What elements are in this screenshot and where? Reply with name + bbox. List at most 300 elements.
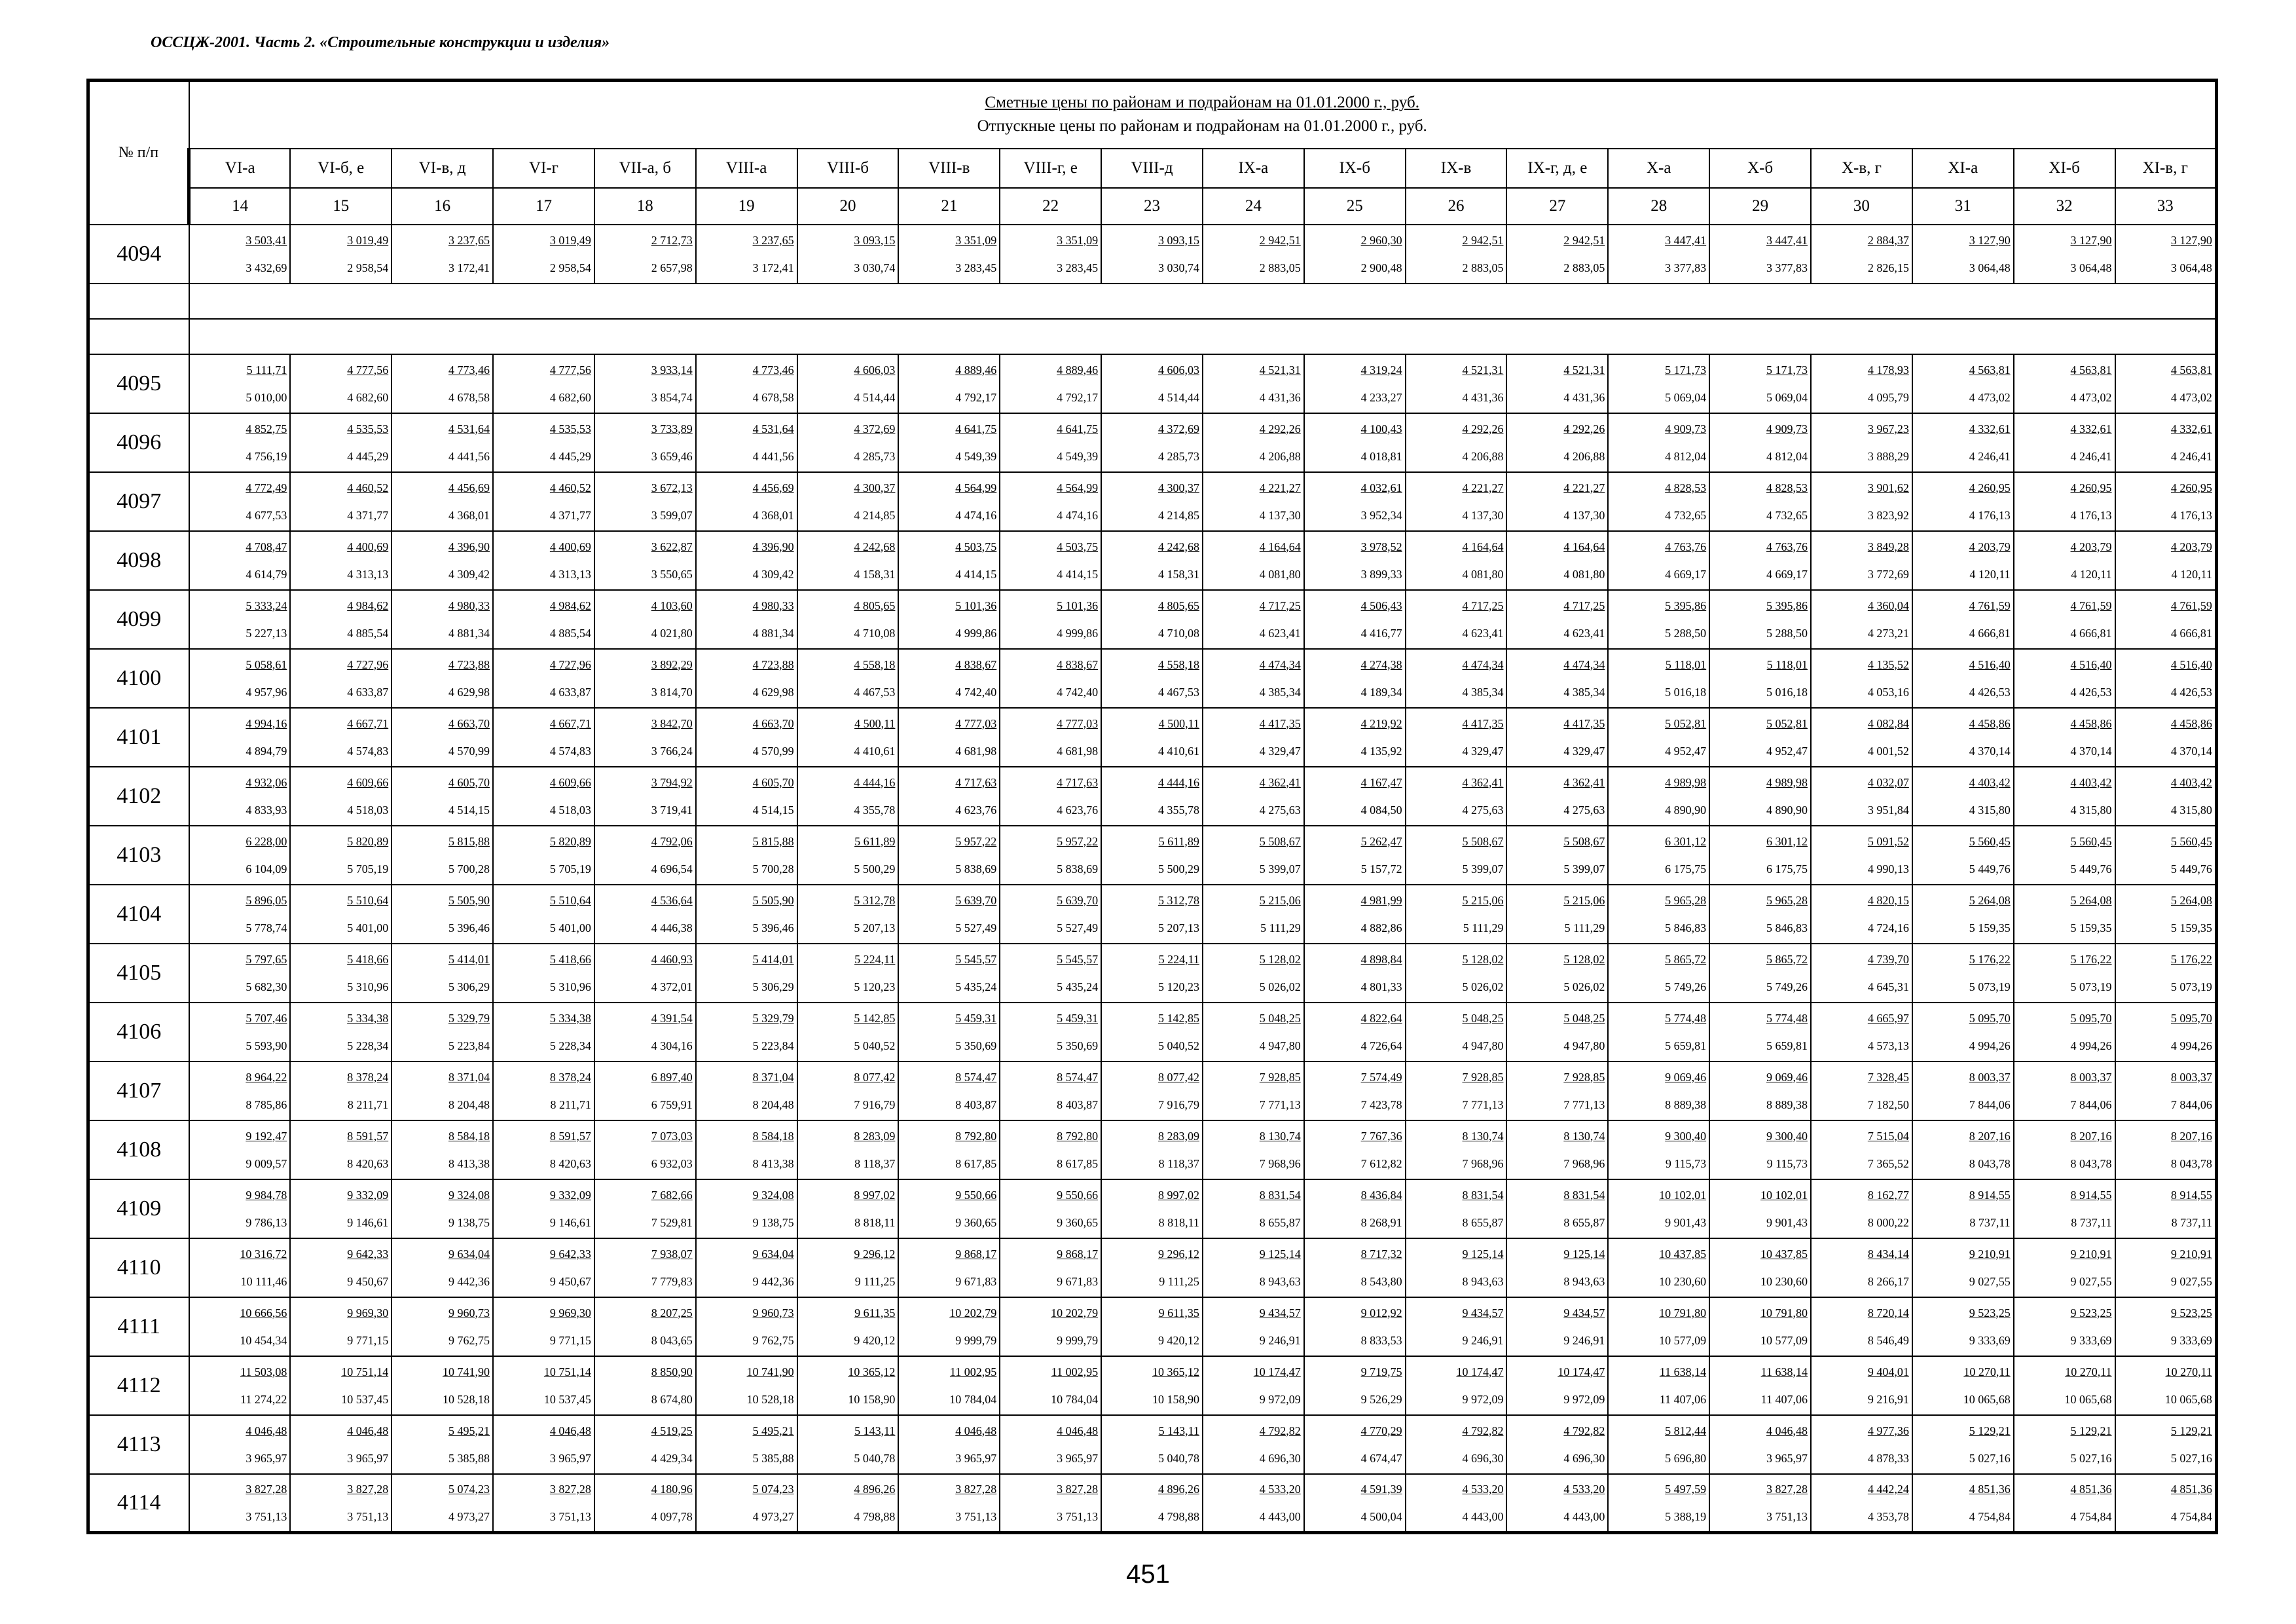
- empty-row: [88, 284, 2217, 319]
- price-cell: [1101, 767, 1203, 826]
- release-price: 8 413,38: [752, 1156, 794, 1170]
- release-price: 4 629,98: [752, 685, 794, 699]
- estimate-price: 10 174,47: [1456, 1365, 1504, 1378]
- release-price: 9 972,09: [1259, 1392, 1301, 1406]
- row-number: 4098: [88, 531, 189, 590]
- estimate-price: 4 332,61: [2170, 422, 2212, 435]
- estimate-price: 4 417,35: [1462, 716, 1504, 730]
- price-cell: [392, 767, 493, 826]
- price-cell: [1608, 1120, 1709, 1179]
- price-cell: [392, 649, 493, 708]
- release-price: 5 449,76: [2170, 862, 2212, 876]
- release-price: 4 798,88: [854, 1509, 896, 1523]
- estimate-price: 5 418,66: [347, 952, 389, 966]
- estimate-price: 5 545,57: [955, 952, 997, 966]
- price-cell: [696, 885, 797, 944]
- price-cell: [594, 1356, 696, 1415]
- price-cell: [493, 1356, 594, 1415]
- release-price: 4 431,36: [1563, 390, 1605, 404]
- price-cell: [392, 1003, 493, 1061]
- price-cell: [1506, 413, 1608, 472]
- estimate-price: 8 720,14: [1867, 1306, 1909, 1320]
- price-cell: [797, 649, 899, 708]
- release-price: 4 881,34: [752, 626, 794, 640]
- caption-estimate-line: Сметные цены по районам и подрайонам на 01.01.2000 г., руб.: [985, 94, 1419, 112]
- estimate-price: 5 052,81: [1766, 716, 1808, 730]
- price-cell: [696, 472, 797, 531]
- price-cell: [1506, 1356, 1608, 1415]
- price-cell: [2115, 885, 2217, 944]
- estimate-price: 4 396,90: [752, 540, 794, 553]
- release-price: 4 176,13: [2170, 508, 2212, 522]
- price-cell: [189, 649, 291, 708]
- estimate-price: 8 207,25: [651, 1306, 693, 1320]
- price-cell: [797, 1297, 899, 1356]
- estimate-price: 3 933,14: [651, 363, 693, 377]
- release-price: 3 064,48: [2170, 261, 2212, 274]
- price-cell: [1406, 413, 1507, 472]
- release-price: 4 329,47: [1563, 744, 1605, 758]
- district-header: IX-а: [1203, 149, 1304, 188]
- release-price: 4 669,17: [1766, 567, 1808, 581]
- price-cell: [594, 472, 696, 531]
- price-cell: [1709, 472, 1811, 531]
- release-price: 4 018,81: [1360, 449, 1402, 463]
- estimate-price: 9 324,08: [752, 1188, 794, 1202]
- estimate-price: 8 434,14: [1867, 1247, 1909, 1261]
- price-cell: [1709, 225, 1811, 284]
- release-price: 4 021,80: [651, 626, 693, 640]
- estimate-price: 11 503,08: [240, 1365, 287, 1378]
- release-price: 8 043,65: [651, 1333, 693, 1347]
- estimate-price: 10 741,90: [746, 1365, 794, 1378]
- estimate-price: 4 458,86: [2070, 716, 2112, 730]
- estimate-price: 9 642,33: [347, 1247, 389, 1261]
- release-price: 9 671,83: [1057, 1274, 1099, 1288]
- price-cell: [1912, 649, 2014, 708]
- release-price: 4 233,27: [1360, 390, 1402, 404]
- release-price: 3 283,45: [955, 261, 997, 274]
- price-cell: [392, 413, 493, 472]
- release-price: 5 838,69: [955, 862, 997, 876]
- price-cell: [1304, 472, 1406, 531]
- price-cell: [1709, 708, 1811, 767]
- price-cell: [1912, 1120, 2014, 1179]
- release-price: 5 026,02: [1563, 980, 1605, 993]
- price-cell: [594, 944, 696, 1003]
- estimate-price: 7 515,04: [1867, 1129, 1909, 1143]
- release-price: 3 030,74: [854, 261, 896, 274]
- release-price: 4 329,47: [1259, 744, 1301, 758]
- price-cell: [493, 1179, 594, 1238]
- estimate-price: 4 400,69: [347, 540, 389, 553]
- price-cell: [1912, 1238, 2014, 1297]
- price-cell: [696, 1356, 797, 1415]
- price-cell: [696, 1415, 797, 1474]
- price-cell: [1811, 1297, 1912, 1356]
- release-price: 9 360,65: [955, 1215, 997, 1229]
- price-cell: [1912, 354, 2014, 413]
- release-price: 8 617,85: [1057, 1156, 1099, 1170]
- estimate-price: 3 827,28: [1766, 1482, 1808, 1496]
- estimate-price: 4 531,64: [448, 422, 490, 435]
- release-price: 5 306,29: [448, 980, 490, 993]
- release-price: 4 669,17: [1665, 567, 1707, 581]
- release-price: 4 833,93: [246, 803, 287, 817]
- price-cell: [1203, 590, 1304, 649]
- price-cell: [1811, 1356, 1912, 1415]
- estimate-price: 5 820,89: [549, 834, 591, 848]
- estimate-price: 3 967,23: [1867, 422, 1909, 435]
- estimate-price: 3 978,52: [1360, 540, 1402, 553]
- estimate-price: 4 605,70: [752, 775, 794, 789]
- estimate-price: 5 965,28: [1665, 893, 1707, 907]
- price-cell: [1101, 413, 1203, 472]
- estimate-price: 4 506,43: [1360, 599, 1402, 612]
- price-cell: [696, 1474, 797, 1533]
- estimate-price: 4 417,35: [1259, 716, 1301, 730]
- estimate-price: 4 203,79: [2170, 540, 2212, 553]
- price-cell: [1709, 1003, 1811, 1061]
- table-row: [88, 472, 2217, 531]
- estimate-price: 4 503,75: [1057, 540, 1099, 553]
- estimate-price: 5 418,66: [549, 952, 591, 966]
- estimate-price: 11 638,14: [1760, 1365, 1808, 1378]
- estimate-price: 9 300,40: [1665, 1129, 1707, 1143]
- release-price: 3 772,69: [1867, 567, 1909, 581]
- price-cell: [1101, 225, 1203, 284]
- table-row: [88, 1356, 2217, 1415]
- estimate-price: 4 989,98: [1766, 775, 1808, 789]
- release-price: 3 965,97: [1057, 1451, 1099, 1465]
- estimate-price: 9 296,12: [1157, 1247, 1199, 1261]
- estimate-price: 5 508,67: [1462, 834, 1504, 848]
- release-price: 9 420,12: [1157, 1333, 1199, 1347]
- estimate-price: 5 459,31: [955, 1011, 997, 1025]
- estimate-price: 3 827,28: [347, 1482, 389, 1496]
- release-price: 10 230,60: [1760, 1274, 1808, 1288]
- price-cell: [797, 1415, 899, 1474]
- column-number: 33: [2115, 188, 2217, 225]
- release-price: 9 901,43: [1766, 1215, 1808, 1229]
- release-price: 5 500,29: [854, 862, 896, 876]
- price-cell: [1912, 1356, 2014, 1415]
- price-cell: [1000, 354, 1101, 413]
- release-price: 4 473,02: [2170, 390, 2212, 404]
- release-price: 5 435,24: [1057, 980, 1099, 993]
- price-cell: [1912, 225, 2014, 284]
- estimate-price: 10 202,79: [949, 1306, 997, 1320]
- price-cell: [1101, 1297, 1203, 1356]
- release-price: 4 678,58: [752, 390, 794, 404]
- row-number: 4099: [88, 590, 189, 649]
- estimate-price: 10 316,72: [240, 1247, 287, 1261]
- estimate-price: 5 224,11: [854, 952, 896, 966]
- estimate-price: 6 897,40: [651, 1070, 693, 1084]
- price-cell: [392, 1120, 493, 1179]
- price-cell: [1406, 708, 1507, 767]
- row-number: 4104: [88, 885, 189, 944]
- price-cell: [898, 413, 1000, 472]
- estimate-price: 5 459,31: [1057, 1011, 1099, 1025]
- price-cell: [1304, 1356, 1406, 1415]
- release-price: 4 410,61: [854, 744, 896, 758]
- release-price: 2 900,48: [1360, 261, 1402, 274]
- price-cell: [594, 1120, 696, 1179]
- release-price: 9 786,13: [246, 1215, 287, 1229]
- estimate-price: 4 805,65: [854, 599, 896, 612]
- release-price: 3 952,34: [1360, 508, 1402, 522]
- estimate-price: 4 909,73: [1665, 422, 1707, 435]
- estimate-price: 4 503,75: [955, 540, 997, 553]
- release-price: 9 771,15: [549, 1333, 591, 1347]
- price-cell: [1709, 1297, 1811, 1356]
- price-cell: [189, 708, 291, 767]
- price-cell: [1912, 767, 2014, 826]
- estimate-price: 4 046,48: [1766, 1424, 1808, 1437]
- release-price: 5 396,46: [448, 921, 490, 934]
- price-cell: [392, 826, 493, 885]
- estimate-price: 4 609,66: [347, 775, 389, 789]
- price-cell: [2115, 1179, 2217, 1238]
- price-cell: [1506, 885, 1608, 944]
- estimate-price: 5 774,48: [1766, 1011, 1808, 1025]
- release-price: 3 766,24: [651, 744, 693, 758]
- price-cell: [1000, 1415, 1101, 1474]
- price-cell: [1406, 826, 1507, 885]
- price-cell: [898, 225, 1000, 284]
- release-price: 4 514,15: [448, 803, 490, 817]
- price-cell: [797, 472, 899, 531]
- release-price: 6 104,09: [246, 862, 287, 876]
- release-price: 9 115,73: [1766, 1156, 1808, 1170]
- price-cell: [392, 885, 493, 944]
- release-price: 3 659,46: [651, 449, 693, 463]
- release-price: 4 623,76: [1057, 803, 1099, 817]
- estimate-price: 6 301,12: [1665, 834, 1707, 848]
- release-price: 8 546,49: [1867, 1333, 1909, 1347]
- price-cell: [1101, 1179, 1203, 1238]
- row-number: 4111: [88, 1297, 189, 1356]
- estimate-price: 4 521,31: [1462, 363, 1504, 377]
- estimate-price: 4 667,71: [347, 716, 389, 730]
- estimate-price: 7 928,85: [1259, 1070, 1301, 1084]
- estimate-price: 4 221,27: [1462, 481, 1504, 494]
- estimate-price: 4 994,16: [246, 716, 287, 730]
- estimate-price: 4 362,41: [1563, 775, 1605, 789]
- estimate-price: 4 536,64: [651, 893, 693, 907]
- release-price: 4 623,41: [1462, 626, 1504, 640]
- estimate-price: 5 896,05: [246, 893, 287, 907]
- price-cell: [1811, 225, 1912, 284]
- release-price: 5 838,69: [1057, 862, 1099, 876]
- estimate-price: 10 365,12: [848, 1365, 896, 1378]
- release-price: 4 084,50: [1360, 803, 1402, 817]
- estimate-price: 10 102,01: [1659, 1188, 1707, 1202]
- estimate-price: 9 634,04: [448, 1247, 490, 1261]
- estimate-price: 4 521,31: [1563, 363, 1605, 377]
- price-cell: [1000, 225, 1101, 284]
- price-cell: [1811, 413, 1912, 472]
- price-cell: [898, 1415, 1000, 1474]
- estimate-price: 4 242,68: [854, 540, 896, 553]
- release-price: 5 593,90: [246, 1039, 287, 1052]
- column-number: 25: [1304, 188, 1406, 225]
- price-cell: [1000, 1356, 1101, 1415]
- estimate-price: 4 533,20: [1462, 1482, 1504, 1496]
- price-cell: [392, 1415, 493, 1474]
- price-cell: [797, 1003, 899, 1061]
- price-cell: [2014, 225, 2115, 284]
- estimate-price: 3 019,49: [347, 233, 389, 247]
- price-cell: [1608, 885, 1709, 944]
- table-row: [88, 1297, 2217, 1356]
- release-price: 4 137,30: [1259, 508, 1301, 522]
- release-price: 5 288,50: [1665, 626, 1707, 640]
- estimate-price: 4 851,36: [2070, 1482, 2112, 1496]
- estimate-price: 4 396,90: [448, 540, 490, 553]
- price-cell: [1304, 944, 1406, 1003]
- price-cell: [1000, 1003, 1101, 1061]
- release-price: 5 700,28: [752, 862, 794, 876]
- release-price: 3 550,65: [651, 567, 693, 581]
- estimate-price: 4 898,84: [1360, 952, 1402, 966]
- release-price: 8 818,11: [1158, 1215, 1199, 1229]
- estimate-price: 4 519,25: [651, 1424, 693, 1437]
- release-price: 5 435,24: [955, 980, 997, 993]
- estimate-price: 4 665,97: [1867, 1011, 1909, 1025]
- release-price: 4 549,39: [1057, 449, 1099, 463]
- release-price: 4 756,19: [246, 449, 287, 463]
- estimate-price: 5 707,46: [246, 1011, 287, 1025]
- row-number: 4113: [88, 1415, 189, 1474]
- district-header: VIII-д: [1101, 149, 1203, 188]
- price-cell: [1912, 1179, 2014, 1238]
- estimate-price: 4 391,54: [651, 1011, 693, 1025]
- estimate-price: 4 717,63: [955, 775, 997, 789]
- price-cell: [1608, 472, 1709, 531]
- price-cell: [797, 1238, 899, 1297]
- release-price: 10 537,45: [543, 1392, 591, 1406]
- estimate-price: 5 118,01: [1766, 657, 1808, 671]
- release-price: 5 310,96: [347, 980, 389, 993]
- estimate-price: 4 533,20: [1563, 1482, 1605, 1496]
- release-price: 4 754,84: [2170, 1509, 2212, 1523]
- column-number: 28: [1608, 188, 1709, 225]
- estimate-price: 4 403,42: [1969, 775, 2011, 789]
- estimate-price: 4 777,03: [1057, 716, 1099, 730]
- estimate-price: 4 458,86: [1969, 716, 2011, 730]
- price-cell: [696, 767, 797, 826]
- row-number: 4108: [88, 1120, 189, 1179]
- estimate-price: 5 505,90: [752, 893, 794, 907]
- price-cell: [2014, 826, 2115, 885]
- price-cell: [1203, 885, 1304, 944]
- estimate-price: 4 516,40: [2170, 657, 2212, 671]
- estimate-price: 7 928,85: [1563, 1070, 1605, 1084]
- price-cell: [898, 1003, 1000, 1061]
- price-cell: [189, 1415, 291, 1474]
- price-cell: [1304, 1061, 1406, 1120]
- release-price: 10 454,34: [240, 1333, 287, 1347]
- price-cell: [1811, 826, 1912, 885]
- price-cell: [2014, 472, 2115, 531]
- release-price: 4 426,53: [2070, 685, 2112, 699]
- price-cell: [2115, 590, 2217, 649]
- district-header: XI-б: [2014, 149, 2115, 188]
- estimate-price: 5 965,28: [1766, 893, 1808, 907]
- estimate-price: 9 125,14: [1462, 1247, 1504, 1261]
- estimate-price: 4 932,06: [246, 775, 287, 789]
- price-cell: [797, 225, 899, 284]
- estimate-price: 8 997,02: [1157, 1188, 1199, 1202]
- release-price: 9 246,91: [1563, 1333, 1605, 1347]
- estimate-price: 4 178,93: [1867, 363, 1909, 377]
- table-row: [88, 944, 2217, 1003]
- estimate-price: 4 838,67: [955, 657, 997, 671]
- estimate-price: 10 365,12: [1152, 1365, 1199, 1378]
- estimate-price: 5 129,21: [2070, 1424, 2112, 1437]
- release-price: 4 426,53: [2170, 685, 2212, 699]
- release-price: 8 655,87: [1563, 1215, 1605, 1229]
- price-cell: [898, 472, 1000, 531]
- estimate-price: 8 283,09: [1157, 1129, 1199, 1143]
- price-cell: [1304, 590, 1406, 649]
- release-price: 3 064,48: [2070, 261, 2112, 274]
- price-cell: [1406, 1061, 1507, 1120]
- estimate-price: 10 202,79: [1051, 1306, 1099, 1320]
- release-price: 4 732,65: [1766, 508, 1808, 522]
- price-cell: [1101, 708, 1203, 767]
- price-cell: [1000, 1474, 1101, 1533]
- price-cell: [189, 354, 291, 413]
- release-price: 5 385,88: [752, 1451, 794, 1465]
- row-number: 4101: [88, 708, 189, 767]
- release-price: 7 612,82: [1360, 1156, 1402, 1170]
- release-price: 4 514,44: [854, 390, 896, 404]
- price-cell: [1811, 531, 1912, 590]
- estimate-price: 5 334,38: [549, 1011, 591, 1025]
- price-cell: [2014, 1356, 2115, 1415]
- estimate-price: 5 264,08: [2070, 893, 2112, 907]
- price-cell: [2115, 649, 2217, 708]
- price-cell: [594, 826, 696, 885]
- release-price: 5 228,34: [347, 1039, 389, 1052]
- release-price: 3 965,97: [246, 1451, 287, 1465]
- price-cell: [594, 1415, 696, 1474]
- release-price: 5 040,52: [854, 1039, 896, 1052]
- estimate-price: 9 969,30: [549, 1306, 591, 1320]
- price-cell: [2014, 1297, 2115, 1356]
- price-cell: [2014, 1003, 2115, 1061]
- estimate-price: 4 167,47: [1360, 775, 1402, 789]
- price-cell: [696, 1061, 797, 1120]
- release-price: 4 189,34: [1360, 685, 1402, 699]
- release-price: 4 467,53: [854, 685, 896, 699]
- estimate-price: 9 434,57: [1462, 1306, 1504, 1320]
- price-cell: [1608, 767, 1709, 826]
- price-cell: [290, 1415, 392, 1474]
- estimate-price: 8 130,74: [1563, 1129, 1605, 1143]
- district-header: IX-в: [1406, 149, 1507, 188]
- release-price: 4 081,80: [1259, 567, 1301, 581]
- release-price: 8 204,48: [752, 1098, 794, 1111]
- price-cell: [493, 944, 594, 1003]
- release-price: 4 500,04: [1360, 1509, 1402, 1523]
- price-cell: [1203, 1415, 1304, 1474]
- release-price: 7 771,13: [1563, 1098, 1605, 1111]
- release-price: 4 742,40: [1057, 685, 1099, 699]
